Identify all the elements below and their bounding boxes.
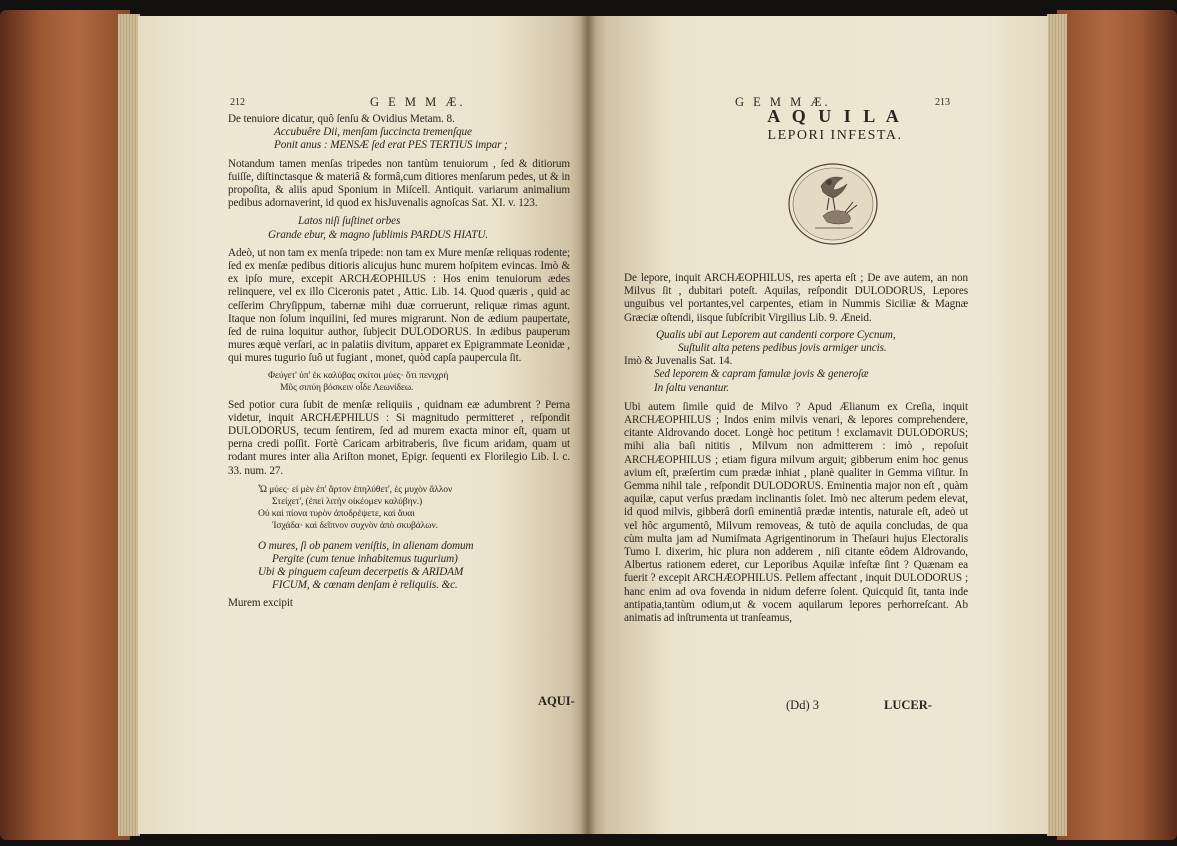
verse-line: Grande ebur, & magno ſublimis PARDUS HIATU. [268, 228, 489, 241]
verse-line: Pergite (cum tenue inhabitemus tugurium) [272, 553, 458, 566]
right-page-block [1047, 14, 1067, 836]
left-paragraph-1: Notandum tamen menſas tripedes non tantùm tenuiorum , ſed & ditiorum fuiſſe, diſtinctasque & materiâ & formâ,cum ditiores menſarum pedes, ut & in propoſita, & aliis apud Sponium in Miſcell. Antiquit. variarum animalium pedibus adornaverint, id quod ex hisJuvenalis agnoſcas Sat. XI. v. 123. [228, 157, 570, 210]
right-paragraph-1: De lepore, inquit ARCHÆOPHILUS, res aperta eſt ; De ave autem, an non Milvus ſit , dubitari poteſt. Aquilas, reſpondit DULODORUS, Lepores unguibus vel portantes,vel carpentes, etiam in Nummis Siciliæ & Magnæ Græciæ oſtendi, iisque ſubſcribit Virgilius Lib. 9. Æneid. [624, 272, 968, 324]
left-verse-1 [228, 126, 570, 152]
left-cover-edge [0, 10, 130, 840]
greek-line: Στείχετ', (ἐπεὶ λιτὴν οἰκέομεν καλύβην.) [272, 495, 423, 507]
eagle-hare-gem-engraving [773, 160, 893, 256]
left-catchword: AQUI- [538, 694, 575, 708]
greek-line: Μῦς σιπύη βόσκειν οἶδε Λεωνίδεω. [280, 381, 414, 393]
verse-line: In ſaltu venantur. [654, 381, 729, 394]
left-page-text [228, 113, 570, 610]
verse-line: Suſtulit alta petens pedibus jovis armiger uncis. [678, 342, 887, 355]
left-last-line: Murem excipit [228, 596, 293, 609]
left-paragraph-2: Adeò, ut non tam ex menſa tripede: non tam ex Mure menſæ reliquas rodente; ſed ex menſæ pedibus ditioris alicujus hunc murem hoſpitem evincas. Imò & ex ipſo mure, excepit ARCHÆOPHILUS : Hos enim tenuiorum ædes relinquere, vel ex illo Ciceronis patet , Attic. Lib. 14. Quod quæris , quid ac ceſſerim Chryſippum, tabernæ mihi duæ corruerunt, reliquæ rimas agunt. Itaque non ſolum inquilini, ſed mures migrarunt. Non de ædium paupertate, ſed de ruina loquitur author, ſubjecit DULODORUS. In ædibus pauperum mures æquè verſari, ac in palatiis divitum, apparet ex Epigrammate Leonidæ , qui mures tugurio ſuô ut fugiant , monet, quòd capſa paupercula ſit. [228, 246, 570, 365]
gem-subtitle: LEPORI INFESTA. [767, 128, 903, 143]
right-page-number: 213 [935, 97, 950, 108]
left-page-number: 212 [230, 97, 245, 108]
verse-line: Latos niſi ſuſtinet orbes [298, 215, 401, 228]
verse-line: Ponit anus : MENSÆ ſed erat PES TERTIUS impar ; [274, 139, 508, 152]
right-running-head: G E M M Æ. [735, 95, 831, 109]
verse-line: Accubuêre Dii, menſam ſuccincta tremenſque [274, 126, 472, 139]
left-paragraph-3: Sed potior cura ſubit de menſæ reliquiis , quidnam eæ adumbrent ? Perna videtur, inquit ARCHÆPHILUS : Si magnitudo permitteret , reſpondit DULODORUS, tecum ſentirem, ſed ad murem exacta minor eſt, quam ut perna credi poſſit. Fortè Caricam arbitraberis, ſive ficum aridam, quam ut rodant mures inter alia Ariſton monet, Epigr. ſequenti ex Florilegio Lib. I. c. 33. num. 27. [228, 398, 570, 477]
left-greek-2 [228, 484, 570, 532]
signature-mark: (Dd) 3 [786, 698, 819, 712]
book-gutter [580, 16, 596, 834]
left-verse-3 [228, 540, 570, 593]
right-paragraph-2: Ubi autem ſimile quid de Milvo ? Apud Ælianum ex Creſia, inquit ARCHÆOPHILUS ; Indos enim milvis venari, & lepores comprehendere, citante Aldrovando docet. Longè hoc petitum ! exclamavit DULODORUS; mihi alia baſi nititis , Milvum non admitterem : imò , repoſuit ARCHÆOPHILUS ; etiam figura milvum arguit; gibberum enim hoc genus avium eſt, præſertim cum prædæ inhiat , planè qualiter in Gemma viſitur. In Gemma nihil tale , reſpondit DULODORUS. Eminentia major non eſt , quàm aquilæ, caput verſus prædam inclinantis ſolet. Imò nec alterum pedem elevat, id quod milvis, gibberâ dorſi eminentiâ prædæ intentis, naturale eſt, adeò ut vel hôc argumentô, Milvum removeas, & tutò de aquila concludas, de qua cùm multa jam ad Numiſmata Agrigentinorum in Theſauri hujus Electoralis Tumo I. dixerim, hic plura non adderem , niſi citante eôdem Aldrovando, Albertus rationem ederet, cur Leporibus Aquilæ infeſtæ ſint ? Quænam ea fuerit ? excepit ARCHÆOPHILUS. Pellem affectant , inquit DULODORUS ; hanc enim ad ova fovenda in nidum deferre ſolent. Quicquid ſit, tanta inde antipatia,tantùm odium,ut & vocem aquilarum lepores perhorreſcant. Ab animatis ad inſtrumenta ut tranſeamus, [624, 400, 968, 625]
right-page-text [624, 272, 968, 625]
verse-line: FICUM, & cœnam denſam è reliquiis. &c. [272, 579, 458, 592]
gem-title: A Q U I L A [767, 106, 903, 126]
right-cover-edge [1057, 10, 1177, 840]
left-page-block [118, 14, 140, 836]
greek-line: Οὐ καὶ πίονα τυρὸν ἀποδρέψετε, καὶ ἄυαι [258, 507, 415, 519]
right-verse-2 [624, 368, 968, 394]
left-line-1: De tenuiore dicatur, quô ſenſu & Ovidius Metam. 8. [228, 113, 455, 125]
greek-line: Φεύγετ' ὑπ' ἐκ καλύβας σκίτοι μύες· ὅτι πενιχρή [268, 369, 449, 381]
verse-line: O mures, ſi ob panem veniſtis, in alienam domum [258, 539, 474, 552]
greek-line: Ἰσχάδα· καὶ δεῖπνον συχνὸν ἀπὸ σκυβάλων. [272, 519, 438, 531]
verse-line: Qualis ubi aut Leporem aut candenti corpore Cycnum, [656, 328, 896, 341]
left-greek-1 [228, 370, 570, 394]
left-running-head: G E M M Æ. [370, 95, 466, 109]
right-catchword: LUCER- [884, 698, 932, 712]
right-verse-1 [624, 329, 968, 355]
verse-line: Ubi & pinguem caſeum decerpetis & ARIDAM [258, 566, 464, 579]
verse-line: Sed leporem & capram famulæ jovis & generoſæ [654, 368, 869, 381]
right-line-2: Imò & Juvenalis Sat. 14. [624, 355, 733, 368]
left-verse-2 [228, 215, 570, 241]
greek-line: Ὦ μύες· εἰ μὲν ἐπ' ἄρτον ἐπηλύθετ', ἐς μυχὸν ἄλλον [258, 483, 453, 495]
